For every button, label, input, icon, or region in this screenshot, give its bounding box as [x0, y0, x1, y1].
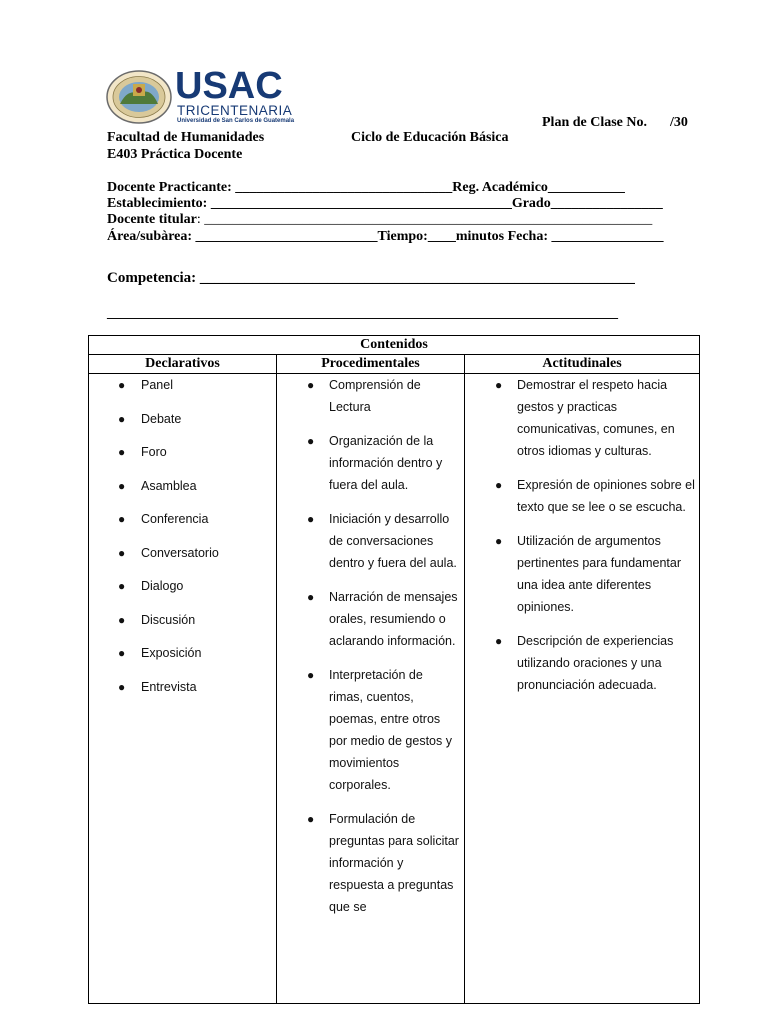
declarativos-list	[89, 374, 276, 698]
area-line: Área/subàrea: __________________________Tiempo:____minutos Fecha: ________________	[107, 229, 664, 244]
docente-titular-line	[107, 212, 652, 228]
plan-total: /30	[670, 115, 688, 130]
contents-table	[88, 335, 700, 1004]
header-declarativos: Declarativos	[89, 355, 277, 374]
list-item: ● Dialogo	[118, 579, 184, 593]
list-item: ● Entrevista	[118, 679, 197, 694]
list-item: ● Discusión	[118, 612, 196, 627]
list-item: ● Narración de mensajes orales, resumiendo o aclarando información.	[307, 590, 458, 648]
list-item: ● Comprensión de Lectura	[307, 378, 421, 414]
declarativos-cell	[89, 374, 277, 1004]
list-item: ● Demostrar el respeto hacia gestos y practicas comunicativas, comunes, en otros idiomas y culturas.	[495, 378, 675, 458]
actitudinales-cell	[465, 374, 700, 1004]
table-title-row	[89, 336, 700, 355]
list-item: ● Iniciación y desarrollo de conversaciones dentro y fuera del aula.	[307, 512, 457, 570]
competencia-line: Competencia: __________________________________________________________	[107, 270, 635, 286]
logo-text: USAC	[175, 65, 283, 107]
header-actitudinales: Actitudinales	[465, 355, 700, 374]
docente-titular-label: Docente titular	[107, 212, 197, 227]
list-item: ● Conferencia	[118, 512, 209, 526]
docente-titular-field: : ________________________________________________________________	[196, 212, 653, 227]
usac-logo	[106, 65, 316, 126]
list-item: ● Asamblea	[118, 478, 197, 493]
list-item: ● Conversatorio	[118, 545, 219, 560]
list-item: ● Debate	[118, 411, 182, 426]
table-title: Contenidos	[89, 336, 700, 355]
table-header-row	[89, 355, 700, 374]
actitudinales-list	[465, 374, 699, 696]
list-item: ● Interpretación de rimas, cuentos, poemas, entre otros por medio de gestos y movimientos corporales.	[307, 668, 452, 792]
procedimentales-list	[277, 374, 464, 918]
list-item: ● Exposición	[118, 646, 202, 660]
plan-label: Plan de Clase No.	[542, 115, 647, 130]
list-item: ● Utilización de argumentos pertinentes para fundamentar una idea ante diferentes opiniones.	[495, 534, 681, 614]
table-content-row	[89, 374, 700, 1004]
list-item: ● Panel	[118, 378, 173, 392]
list-item: ● Expresión de opiniones sobre el texto que se lee o se escucha.	[495, 478, 695, 514]
establecimiento-line: Establecimiento: ___________________________________________Grado________________	[107, 196, 663, 211]
docente-practicante-line: Docente Practicante: _______________________________Reg. Académico___________	[107, 180, 625, 195]
competencia-line-2: _________________________________________________________________________	[107, 306, 618, 321]
list-item: ● Organización de la información dentro y fuera del aula.	[307, 434, 443, 492]
logo-university: Universidad de San Carlos de Guatemala	[177, 118, 295, 124]
faculty-name: Facultad de Humanidades	[107, 130, 265, 145]
course-name: E403 Práctica Docente	[107, 147, 243, 162]
header-procedimentales: Procedimentales	[277, 355, 465, 374]
cycle-name: Ciclo de Educación Básica	[351, 130, 509, 145]
list-item: ● Descripción de experiencias utilizando oraciones y una pronunciación adecuada.	[495, 634, 674, 692]
university-seal-icon	[106, 70, 172, 124]
logo-subtitle: TRICENTENARIA	[177, 103, 293, 118]
procedimentales-cell	[277, 374, 465, 1004]
list-item: ● Foro	[118, 445, 167, 459]
list-item: ● Formulación de preguntas para solicitar información y respuesta a preguntas que se	[307, 812, 459, 914]
